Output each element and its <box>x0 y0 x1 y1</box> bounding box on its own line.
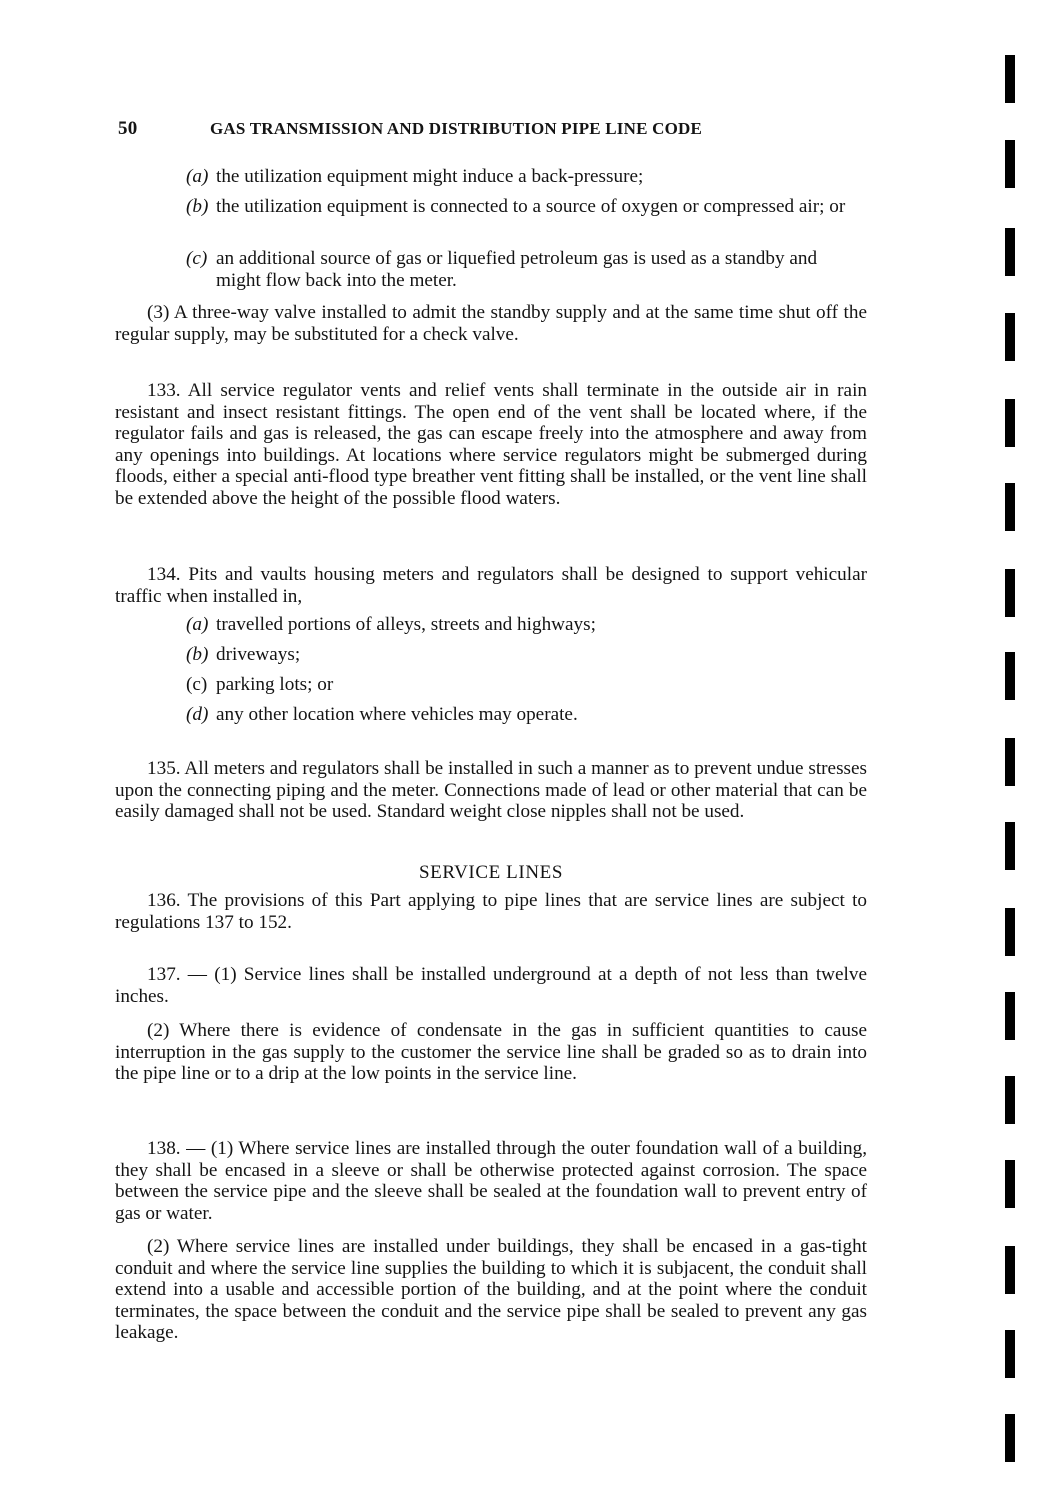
margin-mark <box>1005 738 1015 786</box>
margin-mark <box>1005 652 1015 700</box>
section-heading: SERVICE LINES <box>418 862 564 883</box>
list-label: (b) <box>186 196 209 217</box>
list-item <box>186 248 868 291</box>
paragraph-135: 135. All meters and regulators shall be installed in such a manner as to prevent undue stresses upon the connecting piping and the meter. Connections made of lead or other material that can be easily damaged shall not be used. Standard weight close nipples shall not be used. <box>115 758 867 822</box>
margin-mark <box>1005 313 1015 361</box>
margin-mark <box>1005 228 1015 276</box>
list-text: parking lots; or <box>216 674 334 695</box>
page-header <box>118 118 878 140</box>
list-item <box>186 674 868 696</box>
margin-mark <box>1005 1076 1015 1124</box>
margin-mark <box>1005 55 1015 103</box>
page-number: 50 <box>118 118 138 139</box>
margin-mark <box>1005 908 1015 956</box>
paragraph-134: 134. Pits and vaults housing meters and regulators shall be designed to support vehicular traffic when installed in, <box>115 564 867 607</box>
margin-mark <box>1005 569 1015 617</box>
margin-mark <box>1005 1330 1015 1378</box>
list-label: (a) <box>186 166 209 187</box>
list-item <box>186 614 868 636</box>
paragraph-138-2: (2) Where service lines are installed under buildings, they shall be encased in a gas-tight conduit and where the service line supplies the building to which it is subjacent, the conduit shall extend into a usable and accessible portion of the building, and at the point where the conduit terminates, the space between the conduit and the service pipe shall be sealed to prevent any gas leakage. <box>115 1236 867 1343</box>
margin-mark <box>1005 1414 1015 1462</box>
list-text: the utilization equipment is connected to a source of oxygen or compressed air; or <box>216 196 846 217</box>
paragraph-138-1: 138. — (1) Where service lines are installed through the outer foundation wall of a building, they shall be encased in a sleeve or shall be otherwise protected against corrosion. The space between the service pipe and the sleeve shall be sealed at the foundation wall to prevent entry of gas or water. <box>115 1138 867 1224</box>
list-label: (a) <box>186 614 209 635</box>
margin-mark <box>1005 1246 1015 1294</box>
paragraph-3: (3) A three-way valve installed to admit the standby supply and at the same time shut off the regular supply, may be substituted for a check valve. <box>115 302 867 345</box>
list-item <box>186 166 868 188</box>
margin-mark <box>1005 1160 1015 1208</box>
list-text: an additional source of gas or liquefied petroleum gas is used as a standby and might flow back into the meter. <box>216 248 818 291</box>
margin-mark <box>1005 140 1015 188</box>
margin-mark <box>1005 822 1015 870</box>
list-label: (b) <box>186 644 209 665</box>
paragraph-137-1: 137. — (1) Service lines shall be installed underground at a depth of not less than twelve inches. <box>115 964 867 1007</box>
paragraph-137-2: (2) Where there is evidence of condensate in the gas in sufficient quantities to cause interruption in the gas supply to the customer the service line shall be graded so as to drain into the pipe line or to a drip at the low points in the service line. <box>115 1020 867 1084</box>
list-text: driveways; <box>216 644 301 665</box>
margin-mark <box>1005 399 1015 447</box>
paragraph-136: 136. The provisions of this Part applying to pipe lines that are service lines are subject to regulations 137 to 152. <box>115 890 867 933</box>
margin-mark <box>1005 483 1015 531</box>
list-label: (c) <box>186 248 208 269</box>
list-label: (d) <box>186 704 209 725</box>
list-item <box>186 704 868 726</box>
list-text: the utilization equipment might induce a back-pressure; <box>216 166 644 187</box>
paragraph-133: 133. All service regulator vents and relief vents shall terminate in the outside air in rain resistant and insect resistant fittings. The open end of the vent shall be located where, if the regulator fails and gas is released, the gas can escape freely into the atmosphere and away from any openings into buildings. At locations where service regulators might be submerged during floods, either a special anti-flood type breather vent fitting shall be installed, or the vent line shall be extended above the height of the possible flood waters. <box>115 380 867 509</box>
list-label: (c) <box>186 674 208 695</box>
list-text: travelled portions of alleys, streets and highways; <box>216 614 596 635</box>
list-item <box>186 644 868 666</box>
margin-mark <box>1005 992 1015 1040</box>
list-item <box>186 196 868 218</box>
running-title: GAS TRANSMISSION AND DISTRIBUTION PIPE LINE CODE <box>210 119 703 138</box>
list-text: any other location where vehicles may operate. <box>216 704 578 725</box>
